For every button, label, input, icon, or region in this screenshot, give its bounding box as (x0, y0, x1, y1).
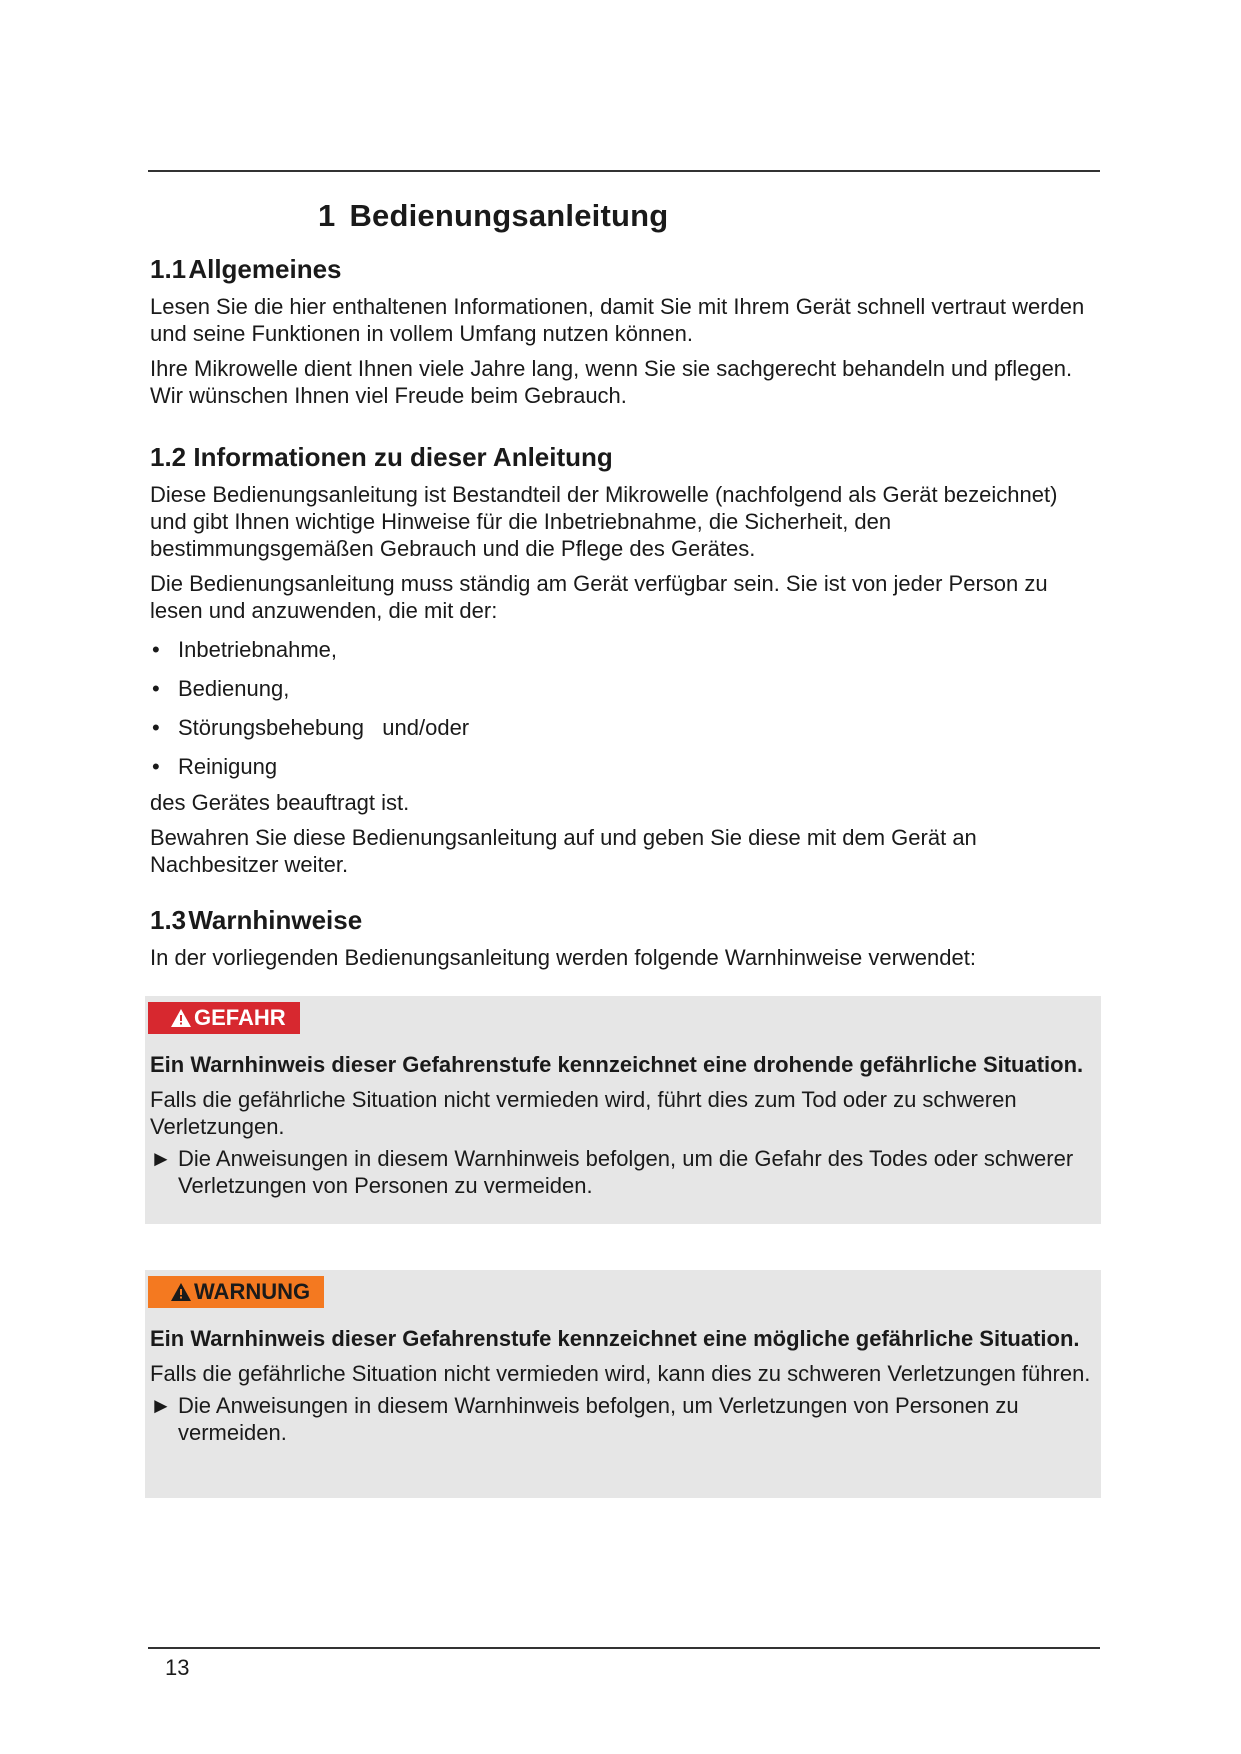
signal-word-label: WARNUNG (194, 1279, 311, 1304)
bullet-icon: • (152, 754, 160, 779)
arrow-right-icon: ► (150, 1146, 172, 1171)
section-title: Informationen zu dieser Anleitung (193, 442, 613, 472)
section-title: Warnhinweise (188, 905, 363, 935)
warning-action (150, 1145, 1091, 1199)
chapter-title-text: Bedienungsanleitung (349, 198, 669, 233)
paragraph: Ihre Mikrowelle dient Ihnen viele Jahre lang, wenn Sie sie sachgerecht behandeln und pflegen. Wir wünschen Ihnen viel Freude beim Gebrauch. (150, 356, 1073, 408)
warning-triangle-icon (170, 1008, 192, 1028)
warning-action (150, 1392, 1091, 1446)
signal-word-warnung (148, 1276, 324, 1308)
list-item-text: Bedienung, (178, 676, 290, 701)
paragraph: Die Bedienungsanleitung muss ständig am Gerät verfügbar sein. Sie ist von jeder Person zu lesen und anzuwenden, die mit der: (150, 571, 1048, 623)
section-heading-1-2 (150, 442, 1100, 473)
section-heading-1-1 (150, 254, 1100, 285)
paragraph: Diese Bedienungsanleitung ist Bestandteil der Mikrowelle (nachfolgend als Gerät bezeichnet) und gibt Ihnen wichtige Hinweise für die Inbetriebnahme, die Sicherheit, den bestimmungsgemäßen Gebrauch und die Pflege des Gerätes. (150, 482, 1058, 561)
warning-action-text: Die Anweisungen in diesem Warnhinweis befolgen, um die Gefahr des Todes oder schwerer Verletzungen von Personen zu vermeiden. (178, 1146, 1074, 1198)
footer-rule (148, 1647, 1100, 1649)
bullet-icon: • (152, 637, 160, 662)
warning-headline: Ein Warnhinweis dieser Gefahrenstufe kennzeichnet eine drohende gefährliche Situation. (150, 1052, 1084, 1077)
chapter-title (318, 198, 1100, 234)
warning-text: Falls die gefährliche Situation nicht vermieden wird, kann dies zu schweren Verletzungen führen. (150, 1361, 1091, 1386)
list-item (150, 714, 1100, 741)
paragraph: In der vorliegenden Bedienungsanleitung werden folgende Warnhinweise verwendet: (150, 945, 976, 970)
list-item (150, 675, 1100, 702)
page-content (150, 190, 1100, 971)
section-title: Allgemeines (188, 254, 342, 284)
section-number: 1.2 (150, 442, 187, 472)
warning-headline: Ein Warnhinweis dieser Gefahrenstufe kennzeichnet eine mögliche gefährliche Situation. (150, 1326, 1080, 1351)
signal-word-label: GEFAHR (194, 1005, 286, 1030)
list-item (150, 753, 1100, 780)
list-item-text: Inbetriebnahme, (178, 637, 337, 662)
paragraph: des Gerätes beauftragt ist. (150, 790, 410, 815)
list-item-text: Störungsbehebung und/oder (178, 715, 470, 740)
section-number: 1.3 (150, 905, 187, 935)
warning-box-gefahr (145, 996, 1101, 1224)
warning-triangle-icon (170, 1282, 192, 1302)
bullet-list (150, 636, 1100, 780)
page-number: 13 (165, 1655, 190, 1680)
chapter-number: 1 (318, 198, 336, 233)
list-item-text: Reinigung (178, 754, 278, 779)
section-heading-1-3 (150, 905, 1100, 936)
signal-word-gefahr (148, 1002, 300, 1034)
warning-action-text: Die Anweisungen in diesem Warnhinweis befolgen, um Verletzungen von Personen zu vermeiden. (178, 1393, 1019, 1445)
bullet-icon: • (152, 676, 160, 701)
paragraph: Lesen Sie die hier enthaltenen Informationen, damit Sie mit Ihrem Gerät schnell vertraut werden und seine Funktionen in vollem Umfang nutzen können. (150, 294, 1085, 346)
header-rule (148, 170, 1100, 172)
warning-box-warnung (145, 1270, 1101, 1498)
list-item (150, 636, 1100, 663)
section-number: 1.1 (150, 254, 187, 284)
paragraph: Bewahren Sie diese Bedienungsanleitung auf und geben Sie diese mit dem Gerät an Nachbesitzer weiter. (150, 825, 977, 877)
arrow-right-icon: ► (150, 1393, 172, 1418)
bullet-icon: • (152, 715, 160, 740)
warning-text: Falls die gefährliche Situation nicht vermieden wird, führt dies zum Tod oder zu schweren Verletzungen. (150, 1087, 1017, 1139)
